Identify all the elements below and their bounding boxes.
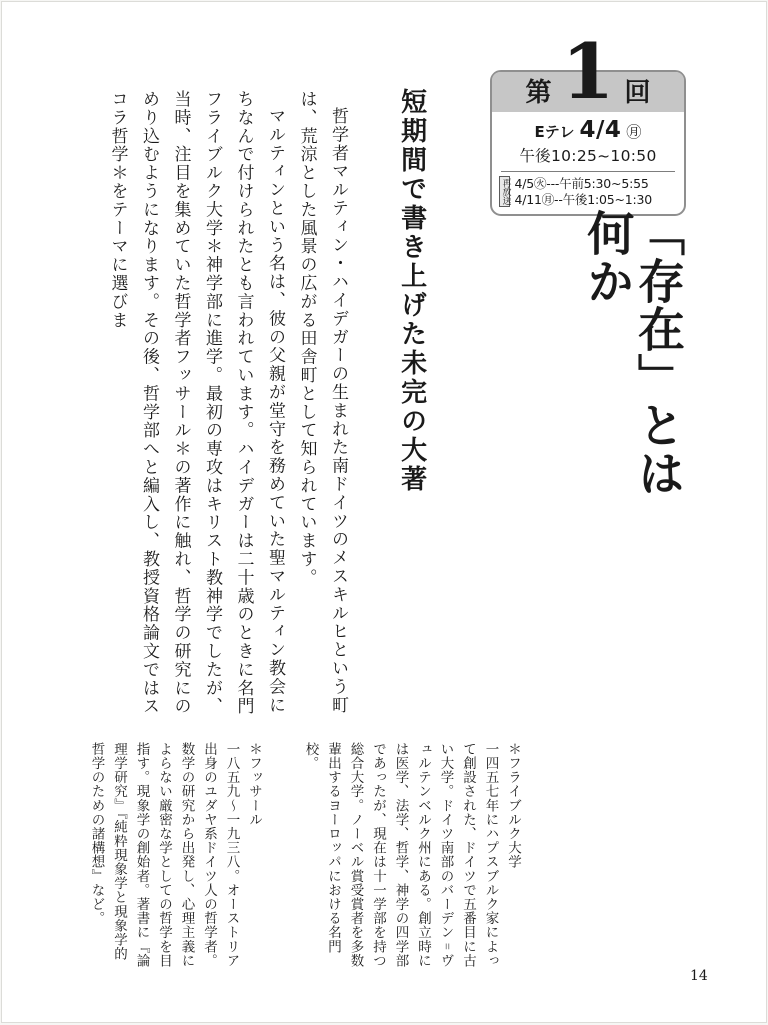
footnote-freiburg-university — [299, 742, 524, 972]
episode-header — [492, 27, 684, 116]
rebroadcast-label: 再放送 — [500, 178, 511, 206]
chapter-title: 「存在」とは何か — [579, 209, 685, 497]
footnote-term: ＊フッサール — [246, 742, 262, 827]
air-date-row — [499, 117, 677, 143]
footnote-husserl — [85, 742, 265, 972]
paragraph-1: 哲学者マルティン・ハイデガーの生まれた南ドイツのメスキルヒという町は、荒涼とした風景の広がる田舎町として知られています。 — [296, 90, 348, 715]
rebroadcast-lines — [514, 176, 652, 207]
rebroadcast-section — [499, 176, 677, 207]
air-time: 午後10:25~10:50 — [519, 147, 657, 165]
episode-prefix: 第 — [525, 78, 552, 108]
rebroadcast-line-1: 4/5㊋---午前5:30~5:55 — [514, 176, 649, 191]
page-number: 14 — [690, 968, 708, 984]
footnotes-section — [88, 742, 524, 972]
paragraph-2: マルティンという名は、彼の父親が堂守を務めていた聖マルティン教会にちなんで付けられたとも言われています。ハイデガーは二十歳のときに名門フライブルク大学＊神学部に進学。最初の専攻はキリスト教神学でしたが、当時、注目を集めていた哲学者フッサール＊の著作に触れ、哲学の研究にのめり込むようになります。その後、哲学部へと編入し、教授資格論文ではスコラ哲学＊をテーマに選びま — [107, 90, 285, 716]
section-heading: 短期間で書き上げた未完の大著 — [396, 88, 427, 494]
footnote-term: ＊フライブルク大学 — [505, 742, 521, 869]
episode-suffix: 回 — [624, 78, 651, 108]
air-date: 4/4 — [579, 117, 622, 143]
channel-label: Eテレ — [534, 123, 575, 141]
rebroadcast-line-2: 4/11㊊--午後1:05~1:30 — [514, 191, 653, 207]
badge-divider — [501, 171, 675, 172]
broadcast-info — [492, 112, 684, 214]
body-text — [107, 90, 353, 724]
book-page — [1, 1, 767, 1023]
footnote-body: 一八五九～一九三八。オーストリア出身のユダヤ系ドイツ人の哲学者。数学の研究から出発し、心理主義によらない厳密な学としての哲学を目指す。現象学の創始者。著書に『論理学研究』『純粋現象学と現象学的哲学のための諸構想』など。 — [88, 742, 240, 968]
broadcast-badge — [490, 27, 686, 216]
air-day-icon: ㊊ — [626, 123, 642, 141]
footnote-body: 一四五七年にハプスブルク家によって創設された、ドイツで五番目に古い大学。ドイツ南部のバーデン゠ヴュルテンベルク州にある。創立時には医学、法学、哲学、神学の四学部であったが、現在は十一学部を持つ総合大学。ノーベル賞受賞者を多数輩出するヨーロッパにおける名門校。 — [302, 742, 499, 968]
episode-number: 1 — [561, 27, 615, 116]
